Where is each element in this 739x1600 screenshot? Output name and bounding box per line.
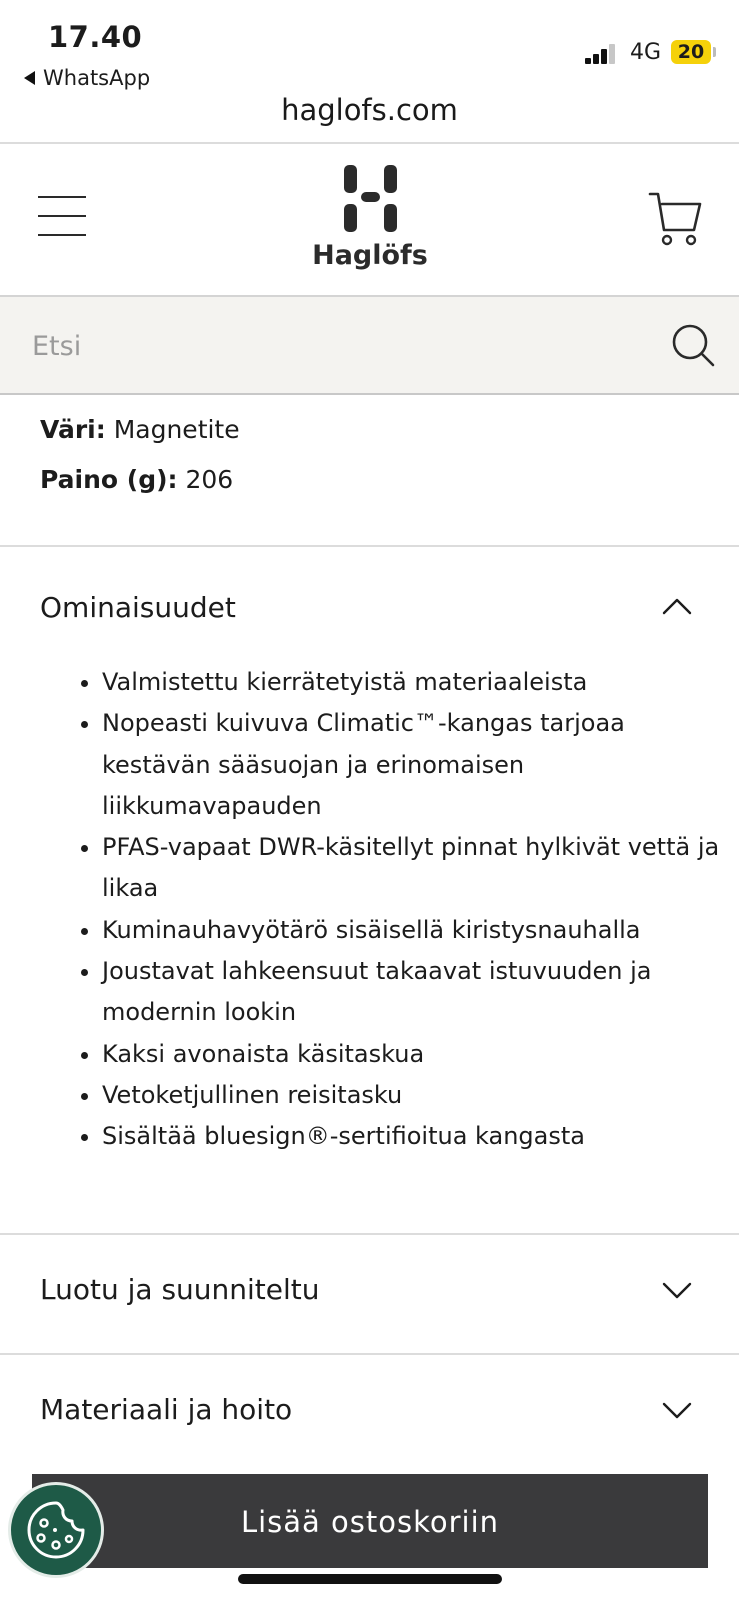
search-bar <box>0 295 739 395</box>
created-title: Luotu ja suunniteltu <box>40 1273 320 1306</box>
weight-label: Paino (g): <box>40 465 178 494</box>
divider <box>0 142 739 144</box>
chevron-down-icon <box>662 1281 692 1301</box>
color-spec <box>40 415 240 444</box>
features-accordion-header[interactable] <box>0 546 739 666</box>
brand-logo[interactable] <box>300 163 440 283</box>
cookie-icon <box>11 1485 101 1575</box>
material-accordion-header[interactable] <box>0 1355 739 1443</box>
menu-button[interactable] <box>38 196 88 240</box>
list-item: • Nopeasti kuivuva Climatic™-kangas tarjoaa kestävän sääsuojan ja erinomaisen liikkumavapauden <box>102 703 732 827</box>
features-title: Ominaisuudet <box>40 591 236 624</box>
chevron-down-icon <box>662 1401 692 1421</box>
list-item: • Sisältää bluesign®-sertifioitua kangasta <box>102 1116 732 1157</box>
home-indicator[interactable] <box>238 1574 502 1584</box>
created-accordion-header[interactable] <box>0 1235 739 1353</box>
back-arrow-icon <box>24 71 35 85</box>
weight-value: 206 <box>185 465 234 494</box>
features-list <box>60 662 732 1158</box>
color-value: Magnetite <box>113 415 240 444</box>
battery-icon: 20 <box>671 40 711 64</box>
list-item: • Kaksi avonaista käsitaskua <box>102 1034 732 1075</box>
list-item: • Valmistettu kierrätetyistä materiaaleista <box>102 662 732 703</box>
add-to-cart-button[interactable]: Lisää ostoskoriin <box>32 1474 708 1568</box>
weight-spec <box>40 465 233 494</box>
back-to-app-link[interactable] <box>24 66 150 90</box>
search-icon <box>670 322 716 368</box>
signal-icon <box>585 42 621 64</box>
search-input[interactable] <box>30 323 634 369</box>
list-item: • Joustavat lahkeensuut takaavat istuvuuden ja modernin lookin <box>102 951 732 1034</box>
list-item: • PFAS-vapaat DWR-käsitellyt pinnat hylkivät vettä ja likaa <box>102 827 732 910</box>
cart-button[interactable] <box>648 190 708 250</box>
back-app-label: WhatsApp <box>43 66 151 90</box>
battery-tip <box>713 47 716 57</box>
cart-icon <box>648 190 708 250</box>
color-label: Väri: <box>40 415 106 444</box>
status-time: 17.40 <box>48 20 143 54</box>
network-type: 4G <box>630 40 662 65</box>
brand-name: Haglöfs <box>312 240 428 271</box>
address-bar[interactable]: haglofs.com <box>281 93 458 127</box>
material-title: Materiaali ja hoito <box>40 1393 293 1426</box>
haglofs-logo-icon <box>344 165 400 235</box>
search-button[interactable] <box>670 322 716 368</box>
hamburger-icon <box>38 196 86 198</box>
list-item: • Kuminauhavyötärö sisäisellä kiristysnauhalla <box>102 910 732 951</box>
cookie-settings-button[interactable] <box>8 1482 104 1578</box>
chevron-up-icon <box>662 596 692 616</box>
list-item: • Vetoketjullinen reisitasku <box>102 1075 732 1116</box>
